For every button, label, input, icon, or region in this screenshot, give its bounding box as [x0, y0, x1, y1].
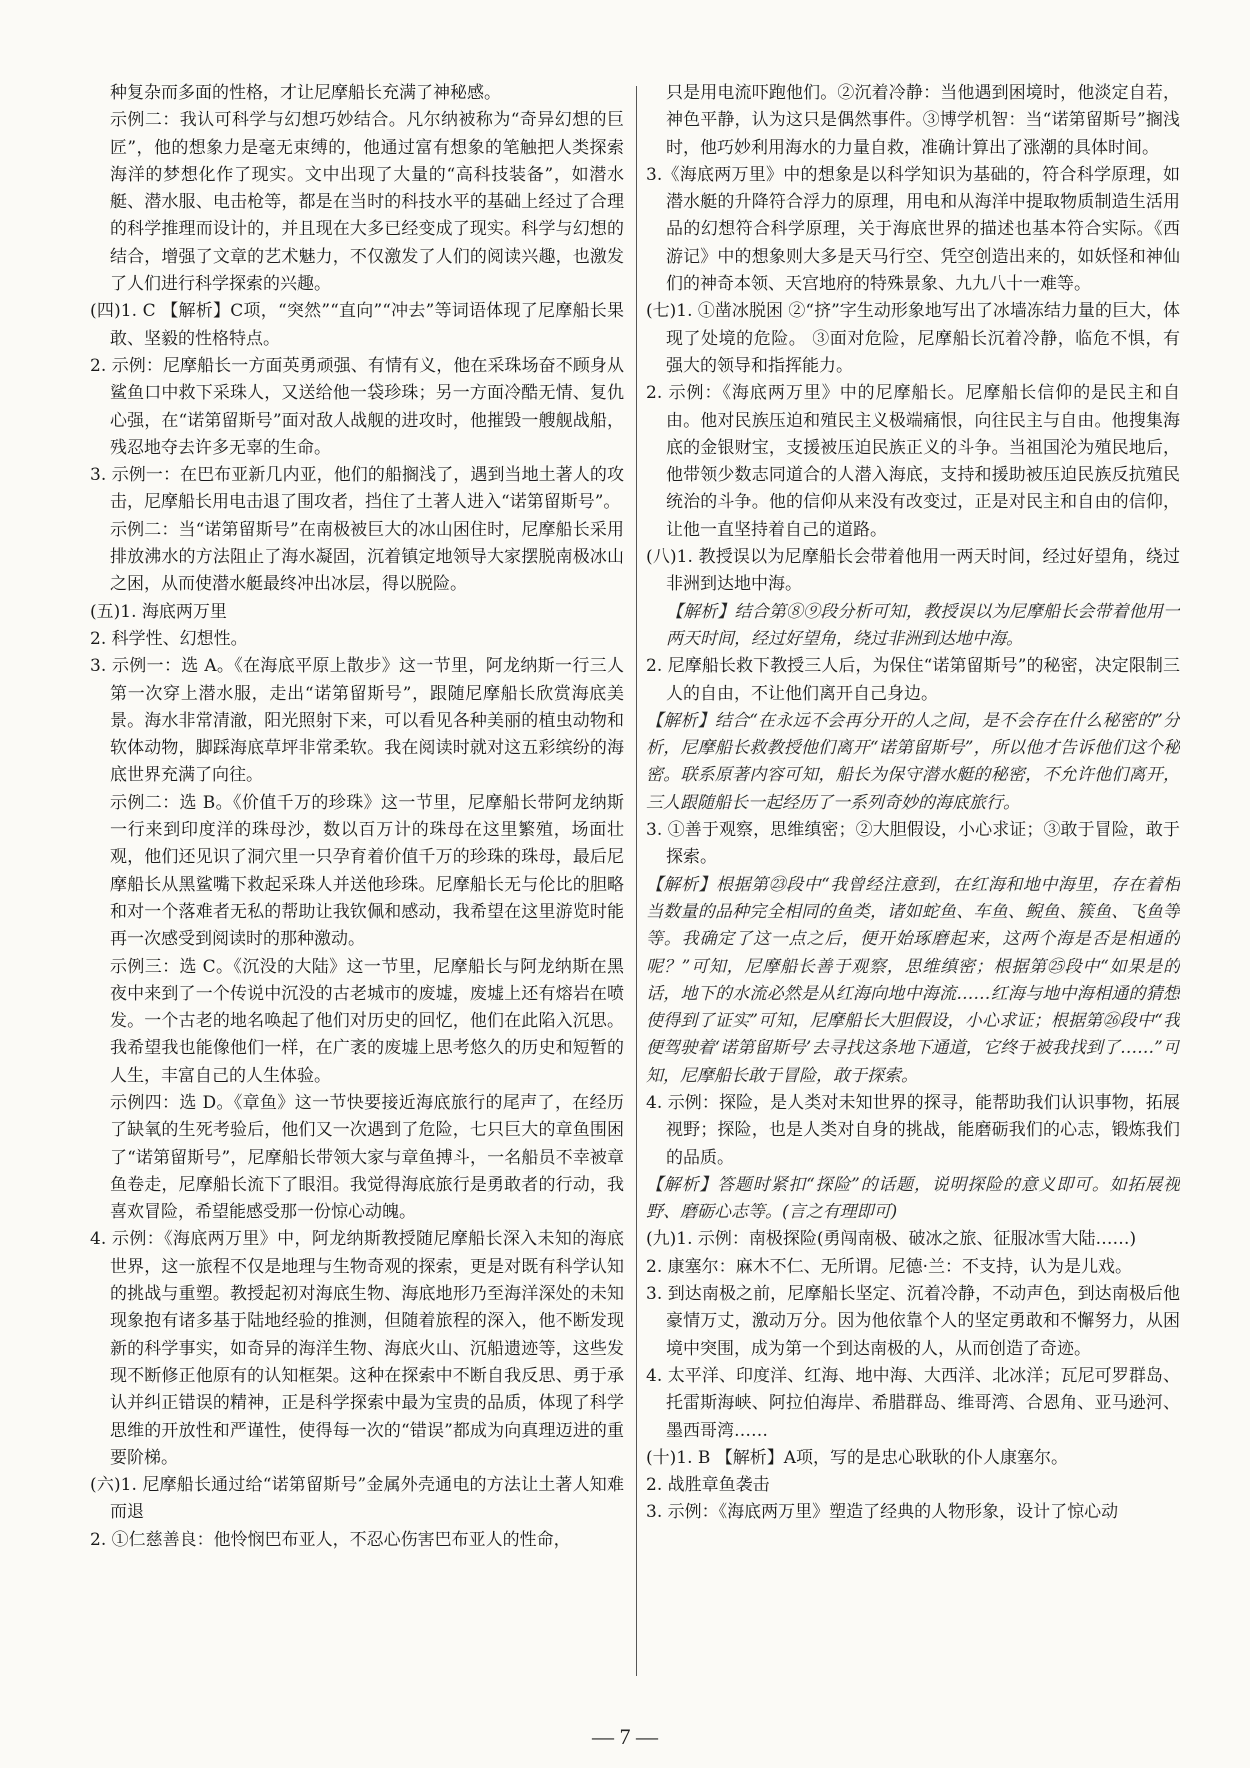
answer-paragraph: 3. ①善于观察，思维缜密；②大胆假设，小心求证；③敢于冒险，敢于探索。 [646, 820, 1180, 868]
answer-paragraph: 3. 示例：《海底两万里》塑造了经典的人物形象，设计了惊心动 [646, 1502, 1119, 1523]
answer-paragraph: (九)1. 示例：南极探险(勇闯南极、破冰之旅、征服冰雪大陆……) [646, 1229, 1137, 1250]
analysis-paragraph: 【解析】结合第⑧⑨段分析可知，教授误以为尼摩船长会带着他用一两天时间，经过好望角，绕过非洲到达地中海。 [666, 601, 1180, 649]
answer-paragraph: (四)1. C 【解析】C项，“突然”“直向”“冲去”等词语体现了尼摩船长果敢、坚毅的性格特点。 [90, 301, 624, 349]
page-number: — 7 — [592, 1724, 658, 1749]
analysis-paragraph: 【解析】答题时紧扣“探险”的话题，说明探险的意义即可。如拓展视野、磨砺心志等。(言之有理即可) [646, 1174, 1180, 1223]
answer-paragraph: 2. 战胜章鱼袭击 [646, 1475, 770, 1496]
right-column [646, 80, 1180, 1700]
answer-paragraph: 3. 到达南极之前，尼摩船长坚定、沉着冷静，不动声色，到达南极后他豪情万丈，激动万分。因为他依靠个人的坚定勇敢和不懈努力，从困境中突围，成为第一个到达南极的人，从而创造了奇迹。 [646, 1284, 1180, 1359]
answer-paragraph: (八)1. 教授误以为尼摩船长会带着他用一两天时间，经过好望角，绕过非洲到达地中海。 [646, 547, 1180, 595]
analysis-paragraph: 【解析】结合“在永远不会再分开的人之间，是不会存在什么秘密的”分析，尼摩船长救教授他们离开“诺第留斯号”，所以他才告诉他们这个秘密。联系原著内容可知，船长为保守潜水艇的秘密，不允许他们离开，三人跟随船长一起经历了一系列奇妙的海底旅行。 [646, 710, 1180, 813]
answer-paragraph: 2. ①仁慈善良：他怜悯巴布亚人，不忍心伤害巴布亚人的性命， [90, 1529, 571, 1550]
analysis-paragraph: 【解析】根据第㉓段中“我曾经注意到，在红海和地中海里，存在着相当数量的品种完全相同的鱼类，诸如蛇鱼、车鱼、鲵鱼、簇鱼、飞鱼等等。我确定了这一点之后，便开始琢磨起来，这两个海是否是相通的呢？”可知，尼摩船长善于观察，思维缜密；根据第㉕段中“如果是的话，地下的水流必然是从红海向地中海流……红海与地中海相通的猜想使得到了证实”可知，尼摩船长大胆假设，小心求证；根据第㉖段中“我便驾驶着‘诺第留斯号’去寻找这条地下通道，它终于被我找到了……”可知，尼摩船长敢于冒险，敢于探索。 [646, 874, 1180, 1086]
answer-paragraph: 种复杂而多面的性格，才让尼摩船长充满了神秘感。 [110, 83, 501, 103]
answer-paragraph: 示例二：选 B。《价值千万的珍珠》这一节里，尼摩船长带阿龙纳斯一行来到印度洋的珠母沙，数以百万计的珠母在这里繁殖，场面壮观，他们还见识了洞穴里一只孕育着价值千万的珍珠的珠母，最后尼摩船长从黑鲨嘴下救起采珠人并送他珍珠。尼摩船长无与伦比的胆略和对一个落难者无私的帮助让我钦佩和感动，我希望在这里游览时能再一次感受到阅读时的那种激动。 [110, 792, 624, 950]
answer-page [90, 80, 1180, 1700]
answer-paragraph: 示例二：我认可科学与幻想巧妙结合。凡尔纳被称为“奇异幻想的巨匠”，他的想象力是毫无束缚的，他通过富有想象的笔触把人类探索海洋的梦想化作了现实。文中出现了大量的“高科技装备”，如潜水艇、潜水服、电击枪等，都是在当时的科技水平的基础上经过了合理的科学推理而设计的，并且现在大多已经变成了现实。科学与幻想的结合，增强了文章的艺术魅力，不仅激发了人们的阅读兴趣，也激发了人们进行科学探索的兴趣。 [110, 110, 624, 295]
answer-paragraph: 2. 尼摩船长救下教授三人后，为保住“诺第留斯号”的秘密，决定限制三人的自由，不让他们离开自己身边。 [646, 656, 1180, 704]
answer-paragraph: (六)1. 尼摩船长通过给“诺第留斯号”金属外壳通电的方法让土著人知难而退 [90, 1475, 624, 1523]
answer-paragraph: 示例四：选 D。《章鱼》这一节快要接近海底旅行的尾声了，在经历了缺氧的生死考验后，他们又一次遇到了危险，七只巨大的章鱼围困了“诺第留斯号”，尼摩船长带领大家与章鱼搏斗，一名船员不幸被章鱼卷走，尼摩船长流下了眼泪。我觉得海底旅行是勇敢者的行动，我喜欢冒险，希望能感受那一份惊心动魄。 [110, 1092, 624, 1223]
answer-paragraph: (七)1. ①凿冰脱困 ②“挤”字生动形象地写出了冰墙冻结力量的巨大，体现了处境的危险。 ③面对危险，尼摩船长沉着冷静，临危不惧，有强大的领导和指挥能力。 [646, 301, 1180, 376]
answer-paragraph: 4. 示例：《海底两万里》中，阿龙纳斯教授随尼摩船长深入未知的海底世界，这一旅程不仅是地理与生物奇观的探索，更是对既有科学认知的挑战与重塑。教授起初对海底生物、海底地形乃至海洋深处的未知现象抱有诸多基于陆地经验的推测，但随着旅程的深入，他不断发现新的科学事实，如奇异的海洋生物、海底火山、沉船遗迹等，这些发现不断修正他原有的认知框架。这种在探索中不断自我反思、勇于承认并纠正错误的精神，正是科学探索中最为宝贵的品质，体现了科学思维的开放性和严谨性，使得每一次的“错误”都成为向真理迈进的重要阶梯。 [90, 1229, 624, 1468]
answer-paragraph: 4. 太平洋、印度洋、红海、地中海、大西洋、北冰洋；瓦尼可罗群岛、托雷斯海峡、阿拉伯海岸、希腊群岛、维哥湾、合恩角、亚马逊河、墨西哥湾…… [646, 1365, 1180, 1441]
answer-paragraph: 4. 示例：探险，是人类对未知世界的探寻，能帮助我们认识事物，拓展视野；探险，也是人类对自身的挑战，能磨砺我们的心志，锻炼我们的品质。 [646, 1092, 1180, 1168]
answer-paragraph: 3. 示例一：选 A。《在海底平原上散步》这一节里，阿龙纳斯一行三人第一次穿上潜水服，走出“诺第留斯号”，跟随尼摩船长欣赏海底美景。海水非常清澈，阳光照射下来，可以看见各种美丽的植虫动物和软体动物，脚踩海底草坪非常柔软。我在阅读时就对这五彩缤纷的海底世界充满了向往。 [90, 656, 624, 786]
answer-paragraph: 3.《海底两万里》中的想象是以科学知识为基础的，符合科学原理，如潜水艇的升降符合浮力的原理，用电和从海洋中提取物质制造生活用品的幻想符合科学原理，关于海底世界的描述也基本符合实际。《西游记》中的想象则大多是天马行空、凭空创造出来的，如妖怪和神仙们的神奇本领、天宫地府的特殊景象、九九八十一难等。 [646, 164, 1180, 295]
answer-paragraph: 3. 示例一：在巴布亚新几内亚，他们的船搁浅了，遇到当地土著人的攻击，尼摩船长用电击退了围攻者，挡住了土著人进入“诺第留斯号”。 [90, 465, 624, 513]
answer-paragraph: 示例三：选 C。《沉没的大陆》这一节里，尼摩船长与阿龙纳斯在黑夜中来到了一个传说中沉没的古老城市的废墟，废墟上还有熔岩在喷发。一个古老的地名唤起了他们对历史的回忆，他们在此陷入沉思。我希望我也能像他们一样，在广袤的废墟上思考悠久的历史和短暂的人生，丰富自己的人生体验。 [110, 956, 624, 1086]
answer-paragraph: (十)1. B 【解析】A项，写的是忠心耿耿的仆人康塞尔。 [646, 1447, 1069, 1468]
column-divider [636, 86, 637, 1676]
answer-paragraph: 示例二：当“诺第留斯号”在南极被巨大的冰山困住时，尼摩船长采用排放沸水的方法阻止了海水凝固，沉着镇定地领导大家摆脱南极冰山之困，从而使潜水艇最终冲出冰层，得以脱险。 [110, 519, 624, 595]
answer-paragraph: 只是用电流吓跑他们。②沉着冷静：当他遇到困境时，他淡定自若，神色平静，认为这只是偶然事件。③博学机智：当“诺第留斯号”搁浅时，他巧妙利用海水的力量自救，准确计算出了涨潮的具体时间。 [666, 83, 1180, 158]
answer-paragraph: (五)1. 海底两万里 [90, 601, 227, 622]
answer-paragraph: 2. 示例：《海底两万里》中的尼摩船长。尼摩船长信仰的是民主和自由。他对民族压迫和殖民主义极端痛恨，向往民主与自由。他搜集海底的金银财宝，支援被压迫民族正义的斗争。当祖国沦为殖民地后，他带领少数志同道合的人潜入海底，支持和援助被压迫民族反抗殖民统治的斗争。他的信仰从来没有改变过，正是对民主和自由的信仰，让他一直坚持着自己的道路。 [646, 383, 1180, 540]
left-column [90, 80, 624, 1700]
answer-paragraph: 2. 科学性、幻想性。 [90, 628, 248, 649]
answer-paragraph: 2. 康塞尔：麻木不仁、无所谓。尼德·兰：不支持，认为是儿戏。 [646, 1256, 1133, 1277]
answer-paragraph: 2. 示例：尼摩船长一方面英勇顽强、有情有义，他在采珠场奋不顾身从鲨鱼口中救下采珠人，又送给他一袋珍珠；另一方面冷酷无情、复仇心强，在“诺第留斯号”面对敌人战舰的进攻时，他摧毁一艘舰战船，残忍地夺去许多无辜的生命。 [90, 355, 624, 458]
